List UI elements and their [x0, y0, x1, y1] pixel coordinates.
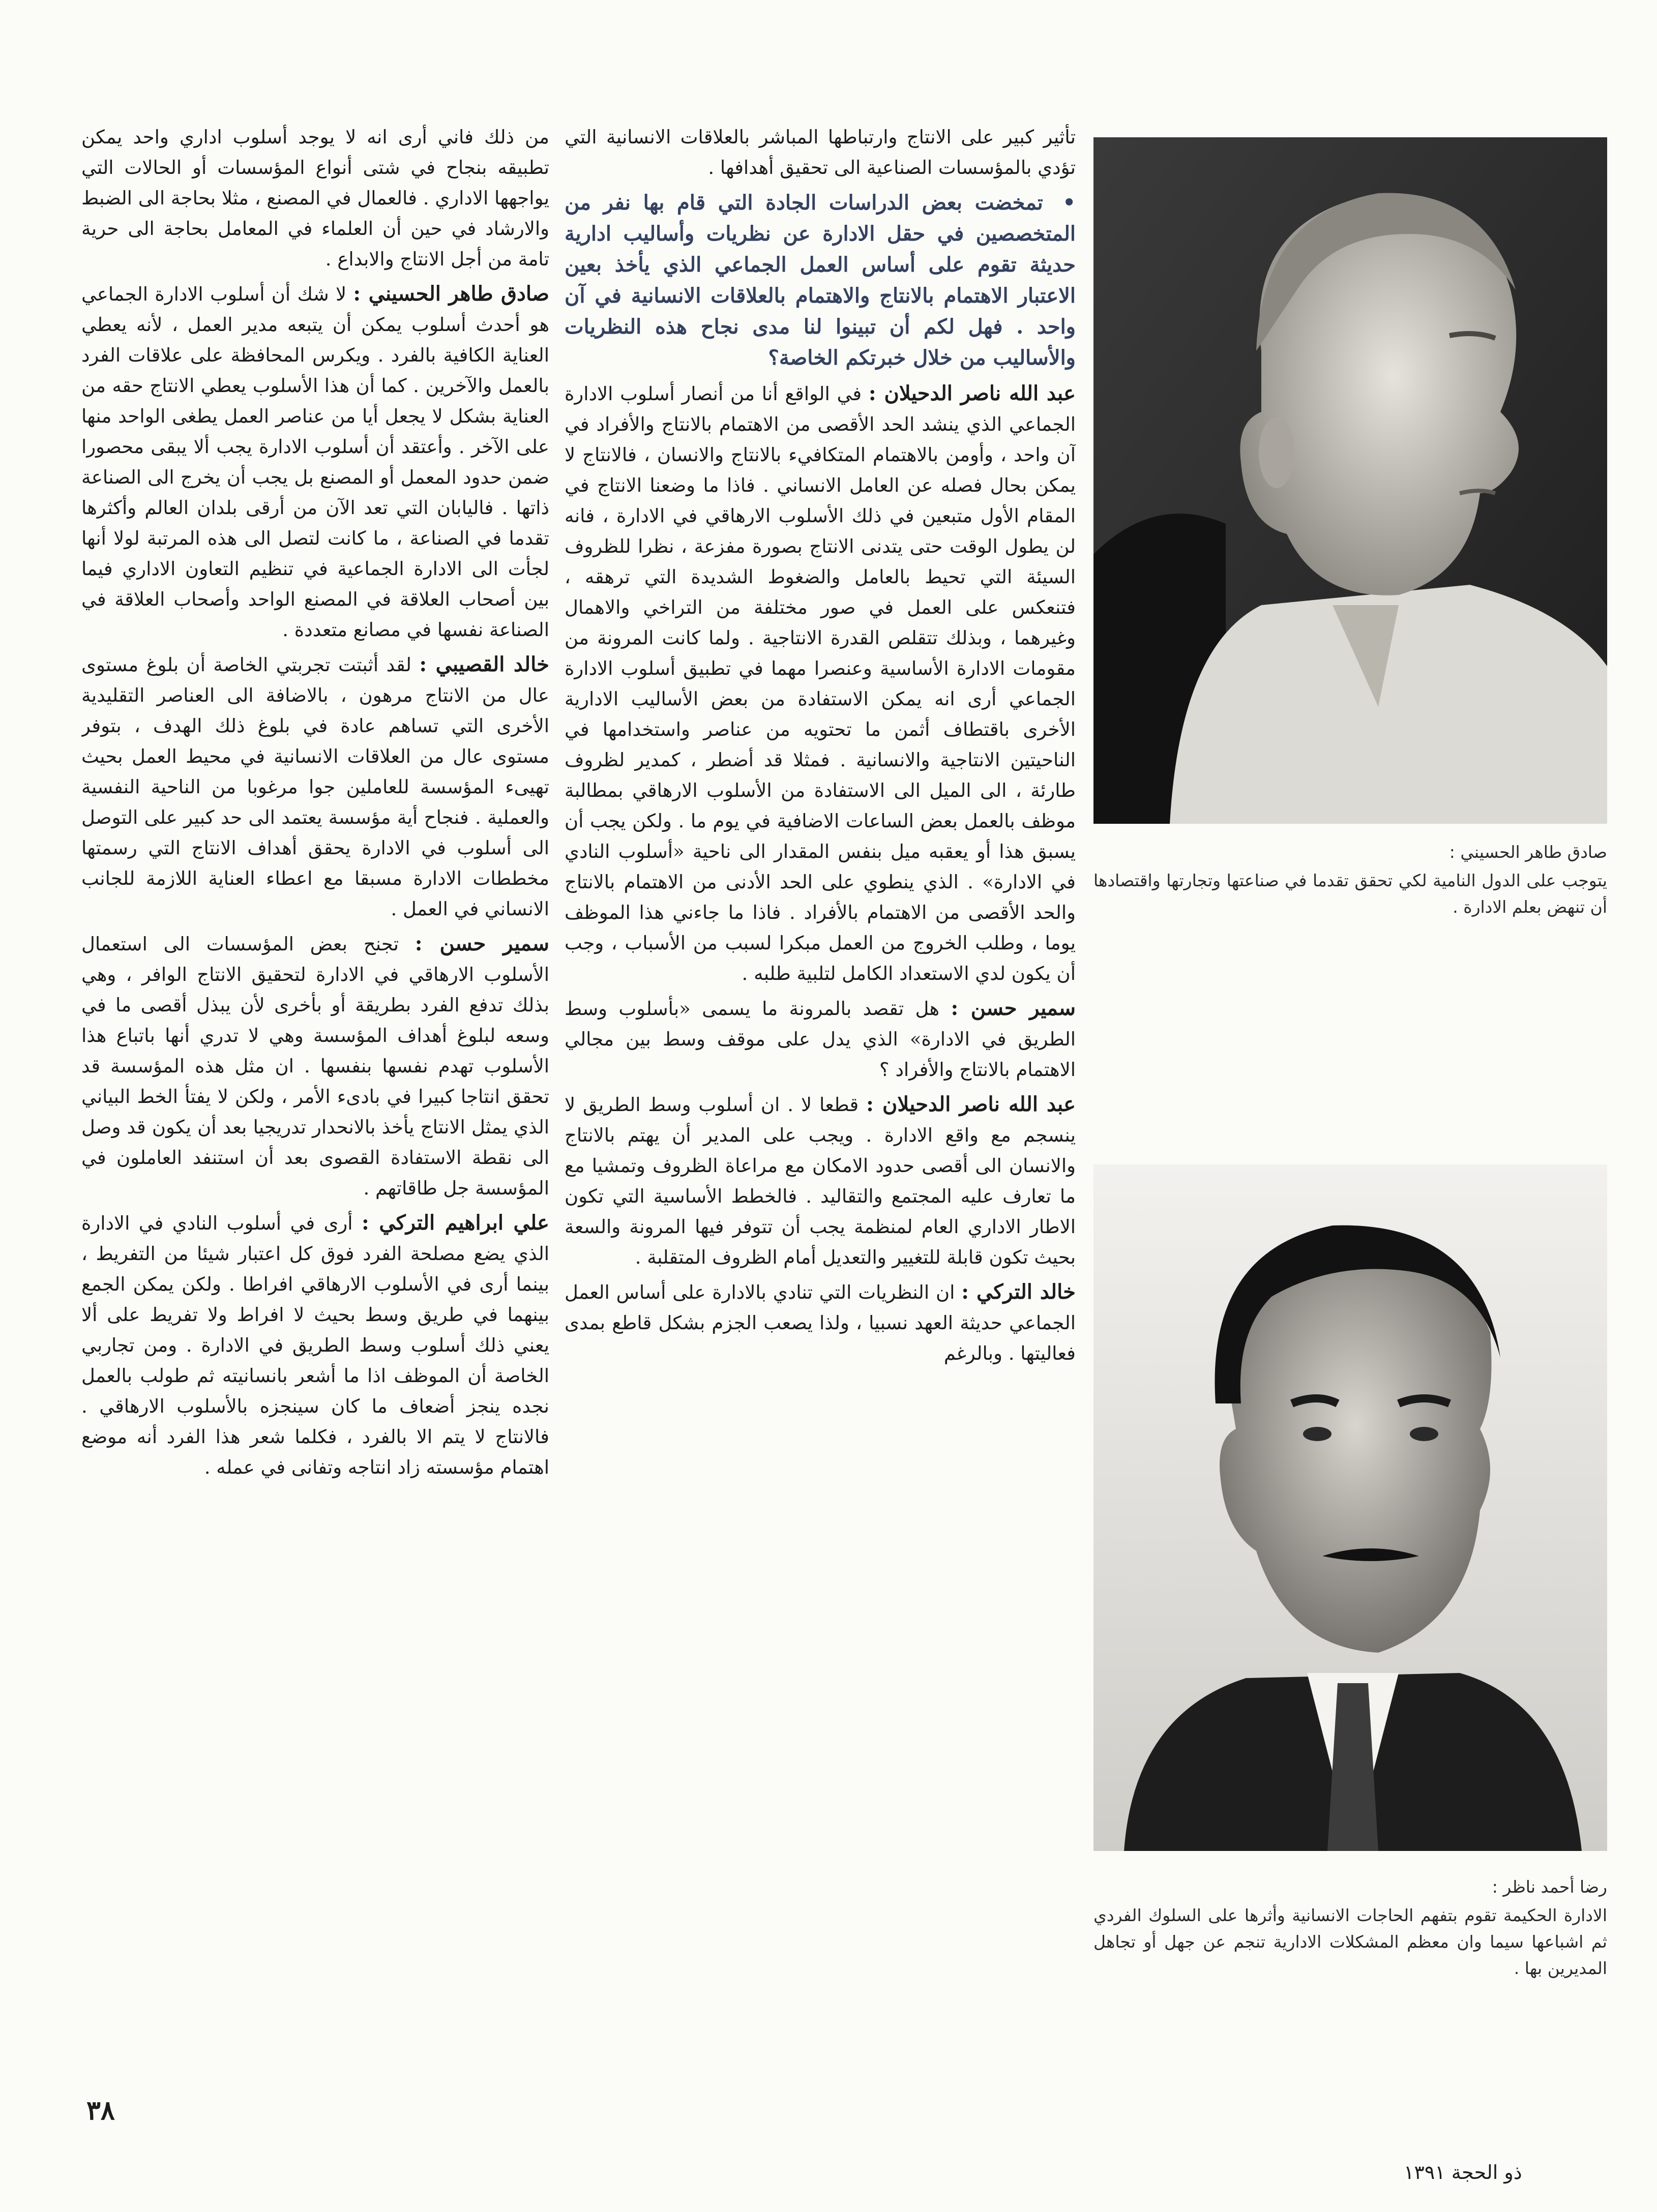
answer-paragraph [565, 993, 1076, 1085]
bullet-icon: • [1062, 191, 1076, 215]
issue-date: ذو الحجة ١٣٩١ [1404, 2161, 1522, 2184]
article-column-middle [565, 122, 1076, 2126]
answer-paragraph [81, 649, 549, 924]
answer-text: ان النظريات التي تنادي بالادارة على أساس العمل الجماعي حديثة العهد نسبيا ، ولذا يصعب الجزم بشكل قاطع بمدى فعاليتها . وبالرغم [565, 1281, 1076, 1364]
answer-text: قطعا لا . ان أسلوب وسط الطريق لا ينسجم مع واقع الادارة . ويجب على المدير أن يهتم بالانتاج والانسان الى أقصى حدود الامكان مع مراعاة الظروف وتمشيا مع ما تعارف عليه المجتمع والتقاليد . فالخطط الأساسية التي تكون الاطار الاداري العام لمنظمة يجب أن تتوفر فيها المرونة والسعة بحيث تكون قابلة للتغيير والتعديل أمام الظروف المتقلبة . [565, 1094, 1076, 1268]
answer-paragraph [81, 929, 549, 1204]
caption-name: رضا أحمد ناظر : [1492, 1877, 1607, 1897]
intro-paragraph: تأثير كبير على الانتاج وارتباطها المباشر بالعلاقات الانسانية التي تؤدي بالمؤسسات الصناعية الى تحقيق أهدافها . [565, 126, 1076, 178]
page-number: ٣٨ [86, 2095, 115, 2126]
answer-text: لا شك أن أسلوب الادارة الجماعي هو أحدث أسلوب يمكن أن يتبعه مدير العمل ، لأنه يعطي العناية الكافية بالفرد . ويكرس المحافظة على علاقات الفرد بالعمل والآخرين . كما أن هذا الأسلوب يعطي الانتاج حقه من العناية بشكل لا يجعل أيا من عناصر العمل يطغى الواحد منها على الآخر . وأعتقد أن أسلوب الادارة يجب ألا يبقى محصورا ضمن حدود المعمل أو المصنع بل يجب أن يخرج الى الصناعة ذاتها . فاليابان التي تعد الآن من أرقى بلدان العالم وأكثرها تقدما في الصناعة ، ما كانت لتصل الى هذه المرتبة لولا أنها لجأت الى الادارة الجماعية في تنظيم التعاون الاداري فيما بين أصحاب العلاقة في المصنع الواحد وأصحاب العلاقة في الصناعة نفسها في مصانع متعددة . [81, 283, 549, 641]
speaker-name: خالد التركي : [961, 1280, 1076, 1304]
speaker-name: عبد الله ناصر الدحيلان : [866, 1092, 1076, 1116]
speaker-name: خالد القصيبي : [419, 652, 549, 676]
portrait-photo-graphic [1093, 137, 1607, 824]
answer-paragraph [565, 1277, 1076, 1369]
answer-text: لقد أثبتت تجربتي الخاصة أن بلوغ مستوى عال من الانتاج مرهون ، بالاضافة الى العناصر التقليدية الأخرى التي تساهم عادة في بلوغ ذلك الهدف ، بتوفر مستوى عال من العلاقات الانسانية في محيط العمل بحيث تهيىء المؤسسة للعاملين جوا مرغوبا من الناحية النفسية والعملية . فنجاح أية مؤسسة يعتمد الى حد كبير على التوصل الى أسلوب في الادارة يحقق أهداف الانتاج التي رسمتها مخططات الادارة مسبقا مع اعطاء العناية اللازمة للجانب الانساني في العمل . [81, 654, 549, 920]
article-column-left [81, 122, 549, 2085]
photo-caption [1093, 839, 1607, 920]
speaker-name: سمير حسن : [415, 932, 549, 955]
speaker-name: علي ابراهيم التركي : [361, 1211, 549, 1235]
caption-text: الادارة الحكيمة تقوم بتفهم الحاجات الانسانية وأثرها على السلوك الفردي ثم اشباعها سيما وان معظم المشكلات الادارية تنجم عن جهل أو تجاهل المديرين بها . [1093, 1905, 1607, 1978]
question-text: تمخضت بعض الدراسات الجادة التي قام بها نفر من المتخصصين في حقل الادارة عن نظريات وأساليب ادارية حديثة تقوم على أساس العمل الجماعي الذي يأخذ بعين الاعتبار الاهتمام بالانتاج والاهتمام بالعلاقات الانسانية في آن واحد . فهل لكم أن تبينوا لنا مدى نجاح هذه النظريات والأساليب من خلال خبرتكم الخاصة؟ [565, 191, 1076, 370]
portrait-photo-graphic [1093, 1164, 1607, 1851]
interview-question [565, 187, 1076, 373]
answer-text: هل تقصد بالمرونة ما يسمى «بأسلوب وسط الطريق في الادارة» الذي يدل على موقف وسط بين مجالي الاهتمام بالانتاج والأفراد ؟ [565, 998, 1076, 1081]
caption-name: صادق طاهر الحسيني : [1449, 842, 1607, 862]
portrait-photo [1093, 137, 1607, 824]
continued-paragraph: من ذلك فاني أرى انه لا يوجد أسلوب اداري واحد يمكن تطبيقه بنجاح في شتى أنواع المؤسسات أو الحالات التي يواجهها الاداري . فالعمال في المصنع ، مثلا بحاجة الى الضبط والارشاد في حين أن العلماء في المعامل بحاجة الى حرية تامة من أجل الانتاج والابداع . [81, 126, 549, 270]
answer-text: أرى في أسلوب النادي في الادارة الذي يضع مصلحة الفرد فوق كل اعتبار شيئا من التفريط ، بينما أرى في الأسلوب الارهاقي افراطا . ولكن يمكن الجمع بينهما في طريق وسط بحيث لا افراط ولا تفريط على ألا يعني ذلك أسلوب وسط الطريق في الادارة . ومن تجاربي الخاصة أن الموظف اذا ما أشعر بانسانيته ثم طولب بالعمل نجده ينجز أضعاف ما كان سينجزه بالأسلوب الارهاقي . فالانتاج لا يتم الا بالفرد ، فكلما شعر هذا الفرد أنه موضع اهتمام مؤسسته زاد انتاجه وتفانى في عمله . [81, 1212, 549, 1478]
answer-paragraph [81, 1208, 549, 1483]
answer-paragraph [565, 378, 1076, 989]
caption-text: يتوجب على الدول النامية لكي تحقق تقدما في صناعتها وتجارتها واقتصادها أن تنهض بعلم الادارة . [1093, 871, 1607, 917]
answer-text: تجنح بعض المؤسسات الى استعمال الأسلوب الارهاقي في الادارة لتحقيق الانتاج الوافر ، وهي بذلك تدفع الفرد بطريقة أو بأخرى لأن يبذل أقصى ما في وسعه لبلوغ أهداف المؤسسة وهي لا تدري أنها باتباع هذا الأسلوب تهدم نفسها بنفسها . ان مثل هذه المؤسسة قد تحقق انتاجا كبيرا في بادىء الأمر ، ولكن لا يفتأ الخط البياني الذي يمثل الانتاج يأخذ بالانحدار تدريجيا بعد أن يكون قد وصل الى نقطة الاستفادة القصوى بعد أن استنفد العاملون في المؤسسة جل طاقاتهم . [81, 933, 549, 1199]
speaker-name: سمير حسن : [951, 996, 1076, 1020]
speaker-name: صادق طاهر الحسيني : [353, 282, 549, 306]
answer-text: في الواقع أنا من أنصار أسلوب الادارة الجماعي الذي ينشد الحد الأقصى من الاهتمام بالانتاج والأفراد في آن واحد ، وأومن بالاهتمام المتكافيء بالانتاج والانسان ، فالانتاج لا يمكن بحال فصله عن العامل الانساني . فاذا ما وضعنا الانتاج في المقام الأول متبعين في ذلك الأسلوب الارهاقي في الادارة ، فانه لن يطول الوقت حتى يتدنى الانتاج بصورة مفزعة ، نظرا للظروف السيئة التي تحيط بالعامل والضغوط الشديدة التي ترهقه ، فتنعكس على العمل في صور مختلفة من التراخي والاهمال وغيرهما ، وبذلك تتقلص القدرة الانتاجية . ولما كانت المرونة من مقومات الادارة الأساسية وعنصرا مهما في تطبيق أسلوب الادارة الجماعي أرى انه يمكن الاستفادة من بعض الأساليب الادارية الأخرى باقتطاف أثمن ما تحتويه من عناصر واستخدامها في الناحيتين الانتاجية والانسانية . فمثلا قد أضطر ، كمدير لظروف طارئة ، الى الميل الى الاستفادة من الأسلوب الارهاقي بمطالبة موظف بالعمل بعض الساعات الاضافية في يوم ما . ولكن يجب أن يسبق هذا أو يعقبه ميل بنفس المقدار الى ناحية «أسلوب النادي في الادارة» . الذي ينطوي على الحد الأدنى من الاهتمام بالانتاج والحد الأقصى من الاهتمام بالأفراد . فاذا ما جاءني هذا الموظف يوما ، وطلب الخروج من العمل مبكرا لسبب من الأسباب ، وجب أن يكون لدي الاستعداد الكامل لتلبية طلبه . [565, 383, 1076, 984]
answer-paragraph [565, 1089, 1076, 1273]
answer-paragraph [81, 279, 549, 645]
photo-caption [1093, 1874, 1607, 1982]
portrait-photo [1093, 1164, 1607, 1851]
speaker-name: عبد الله ناصر الدحيلان : [868, 381, 1076, 405]
